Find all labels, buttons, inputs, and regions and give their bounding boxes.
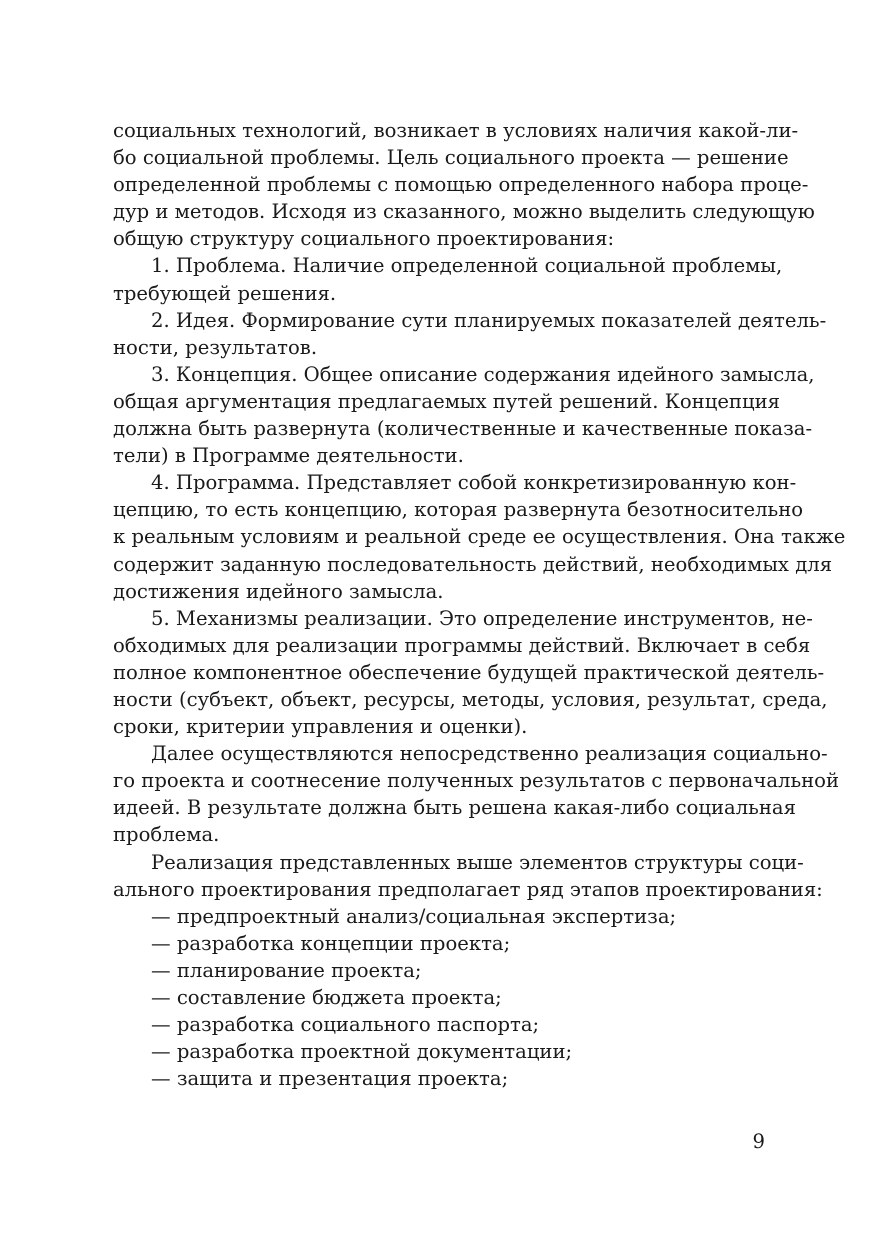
text-line: ности, результатов.	[113, 335, 318, 359]
text-line: общую структуру социального проектирования:	[113, 227, 615, 251]
text-line: к реальным условиям и реальной среде ее осуществления. Она также	[113, 525, 846, 549]
list-item-concept: 3. Концепция. Общее описание содержания идейного замысла,	[151, 362, 815, 386]
list-item-mechanisms: 5. Механизмы реализации. Это определение инструментов, не-	[151, 606, 813, 630]
text-line: тели) в Программе деятельности.	[113, 444, 464, 468]
list-item-idea: 2. Идея. Формирование сути планируемых показателей деятель-	[151, 308, 827, 332]
text-line: сроки, критерии управления и оценки).	[113, 715, 528, 739]
dash-list-item: — разработка социального паспорта;	[151, 1013, 540, 1037]
text-line: идеей. В результате должна быть решена какая-либо социальная	[113, 796, 796, 820]
text-line: определенной проблемы с помощью определенного набора проце-	[113, 173, 809, 197]
list-item-program: 4. Программа. Представляет собой конкретизированную кон-	[151, 471, 797, 495]
dash-list-item: — предпроектный анализ/социальная экспертиза;	[151, 904, 677, 928]
dash-list-item: — защита и презентация проекта;	[151, 1067, 509, 1091]
text-line: достижения идейного замысла.	[113, 579, 444, 603]
dash-list-item: — разработка проектной документации;	[151, 1040, 573, 1064]
page-body	[113, 117, 846, 1092]
text-line: дур и методов. Исходя из сказанного, можно выделить следующую	[113, 200, 815, 224]
dash-list-item: — составление бюджета проекта;	[151, 986, 502, 1009]
list-item-problem: 1. Проблема. Наличие определенной социальной проблемы,	[151, 254, 783, 278]
text-line: общая аргументация предлагаемых путей решений. Концепция	[113, 389, 781, 413]
text-line: полное компонентное обеспечение будущей практической деятель-	[113, 660, 825, 684]
paragraph-line: Далее осуществляются непосредственно реализация социально-	[151, 742, 828, 766]
text-line: должна быть развернута (количественные и качественные показа-	[113, 417, 813, 441]
text-line: го проекта и соотнесение полученных результатов с первоначальной	[113, 769, 840, 793]
text-line: требующей решения.	[113, 281, 337, 305]
text-line: ального проектирования предполагает ряд этапов проектирования:	[113, 877, 823, 901]
text-line: цепцию, то есть концепцию, которая развернута безотносительно	[113, 498, 804, 522]
page-number: 9	[752, 1130, 765, 1153]
text-line: содержит заданную последовательность действий, необходимых для	[113, 552, 833, 576]
dash-list-item: — разработка концепции проекта;	[151, 931, 511, 955]
text-line: проблема.	[113, 823, 220, 847]
text-line: обходимых для реализации программы действий. Включает в себя	[113, 633, 811, 657]
paragraph-line: Реализация представленных выше элементов структуры соци-	[151, 850, 804, 874]
text-line: социальных технологий, возникает в условиях наличия какой-ли-	[113, 119, 799, 142]
dash-list-item: — планирование проекта;	[151, 958, 422, 982]
text-line: ности (субъект, объект, ресурсы, методы, условия, результат, среда,	[113, 687, 828, 711]
text-line: бо социальной проблемы. Цель социального проекта — решение	[113, 146, 789, 170]
